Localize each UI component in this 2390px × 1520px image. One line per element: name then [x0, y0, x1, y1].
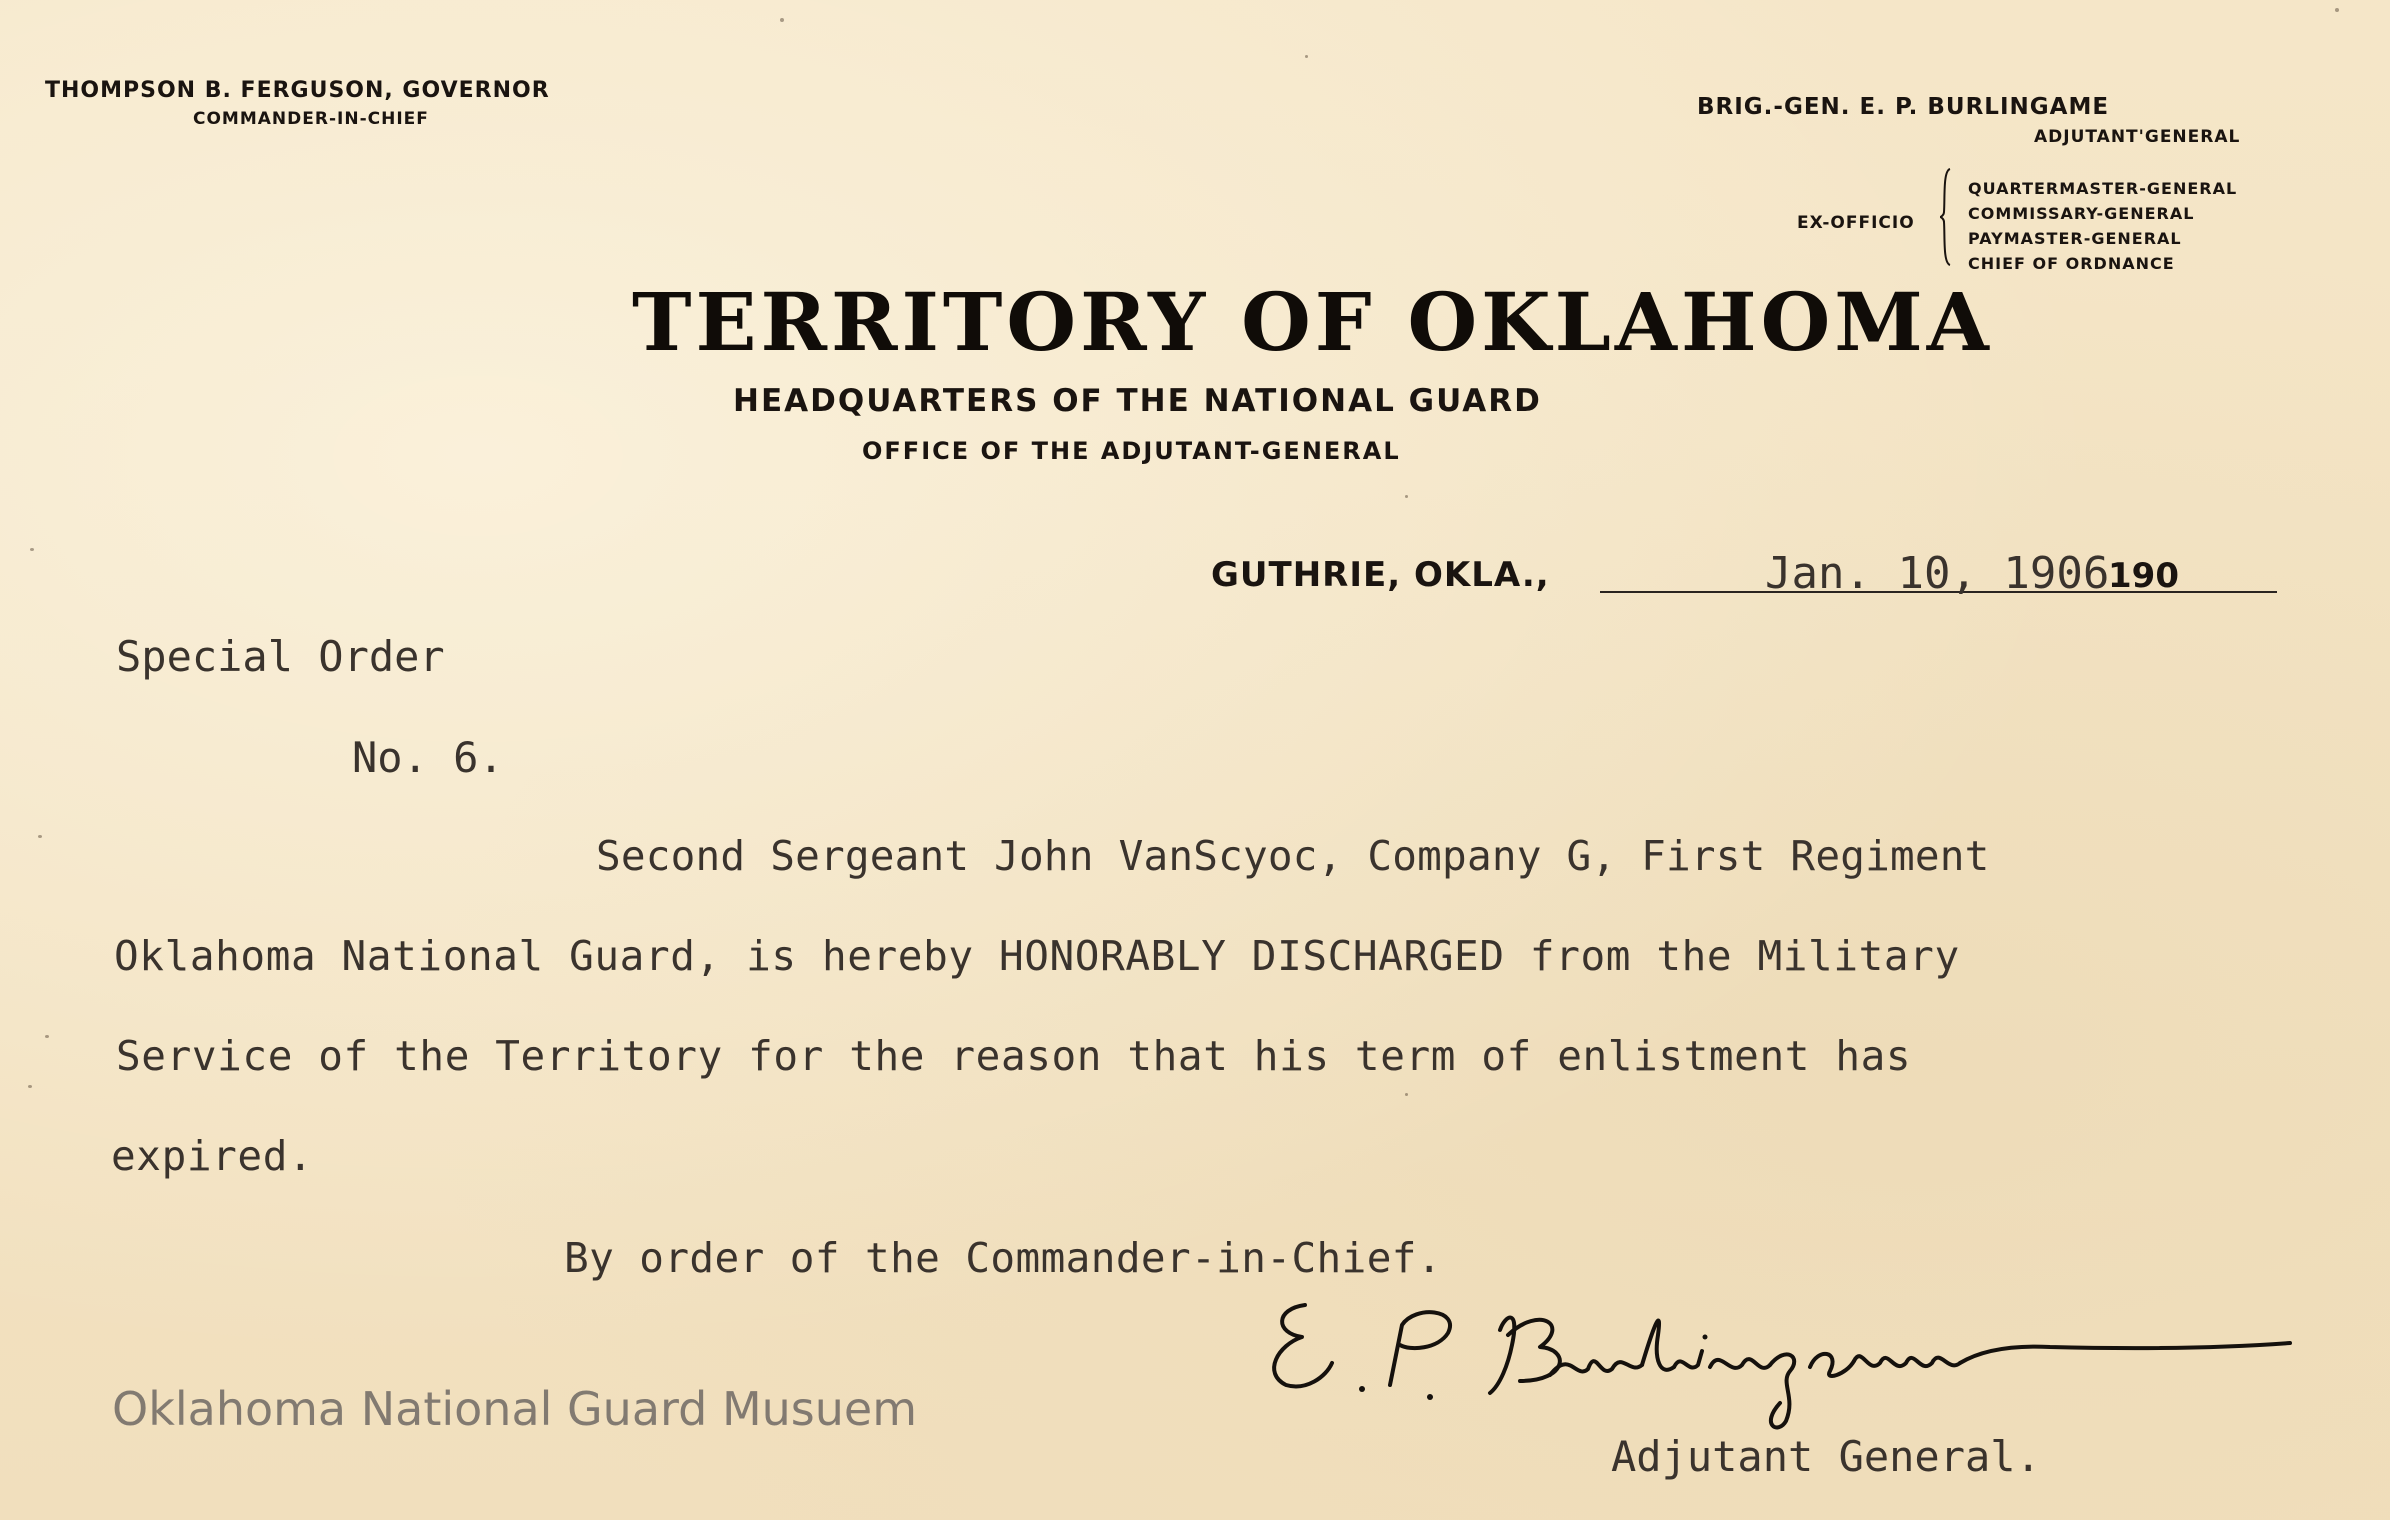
signature-image: [1250, 1285, 2300, 1435]
body-line: expired.: [111, 1132, 314, 1180]
role-paymaster: PAYMASTER-GENERAL: [1968, 229, 2182, 248]
place-line: GUTHRIE, OKLA.,: [1211, 555, 1550, 595]
paper-speck: [780, 18, 784, 22]
paper-speck: [30, 548, 34, 551]
body-line: Second Sergeant John VanScyoc, Company G, First Regiment: [596, 832, 1990, 880]
adjutant-general-title: ADJUTANT'GENERAL: [2034, 127, 2241, 147]
paper-speck: [2335, 8, 2339, 12]
ex-officio-roles: [1968, 176, 2237, 276]
governor-title: COMMANDER-IN-CHIEF: [193, 109, 429, 129]
typed-date: Jan. 10, 1906: [1765, 548, 2110, 599]
role-ordnance: CHIEF OF ORDNANCE: [1968, 254, 2175, 273]
brace-icon: [1939, 168, 1951, 266]
printed-year-prefix: 190: [2108, 556, 2179, 596]
role-commissary: COMMISSARY-GENERAL: [1968, 204, 2195, 223]
letterhead-subtitle-hq: HEADQUARTERS OF THE NATIONAL GUARD: [733, 383, 1542, 419]
paper-speck: [1405, 495, 1408, 498]
paper-speck: [38, 835, 42, 838]
paper-speck: [45, 1035, 49, 1038]
letterhead-title: TERRITORY OF OKLAHOMA: [632, 275, 1993, 369]
ex-officio-label: EX-OFFICIO: [1797, 213, 1915, 233]
adjutant-general-name: BRIG.-GEN. E. P. BURLINGAME: [1697, 94, 2110, 120]
paper-speck: [1405, 1093, 1408, 1096]
watermark-text: Oklahoma National Guard Musuem: [112, 1382, 918, 1436]
authority-line: By order of the Commander-in-Chief.: [564, 1234, 1442, 1282]
role-quartermaster: QUARTERMASTER-GENERAL: [1968, 179, 2238, 198]
special-order-number: No. 6.: [352, 733, 504, 782]
special-order-label: Special Order: [116, 632, 445, 681]
letterhead-subtitle-office: OFFICE OF THE ADJUTANT-GENERAL: [862, 437, 1401, 465]
governor-name: THOMPSON B. FERGUSON, GOVERNOR: [45, 78, 550, 103]
paper-speck: [28, 1085, 32, 1088]
body-line: Oklahoma National Guard, is hereby HONORABLY DISCHARGED from the Military: [114, 932, 1960, 980]
body-line: Service of the Territory for the reason that his term of enlistment has: [116, 1032, 1912, 1080]
paper-speck: [1305, 55, 1308, 58]
signatory-title: Adjutant General.: [1611, 1432, 2041, 1481]
